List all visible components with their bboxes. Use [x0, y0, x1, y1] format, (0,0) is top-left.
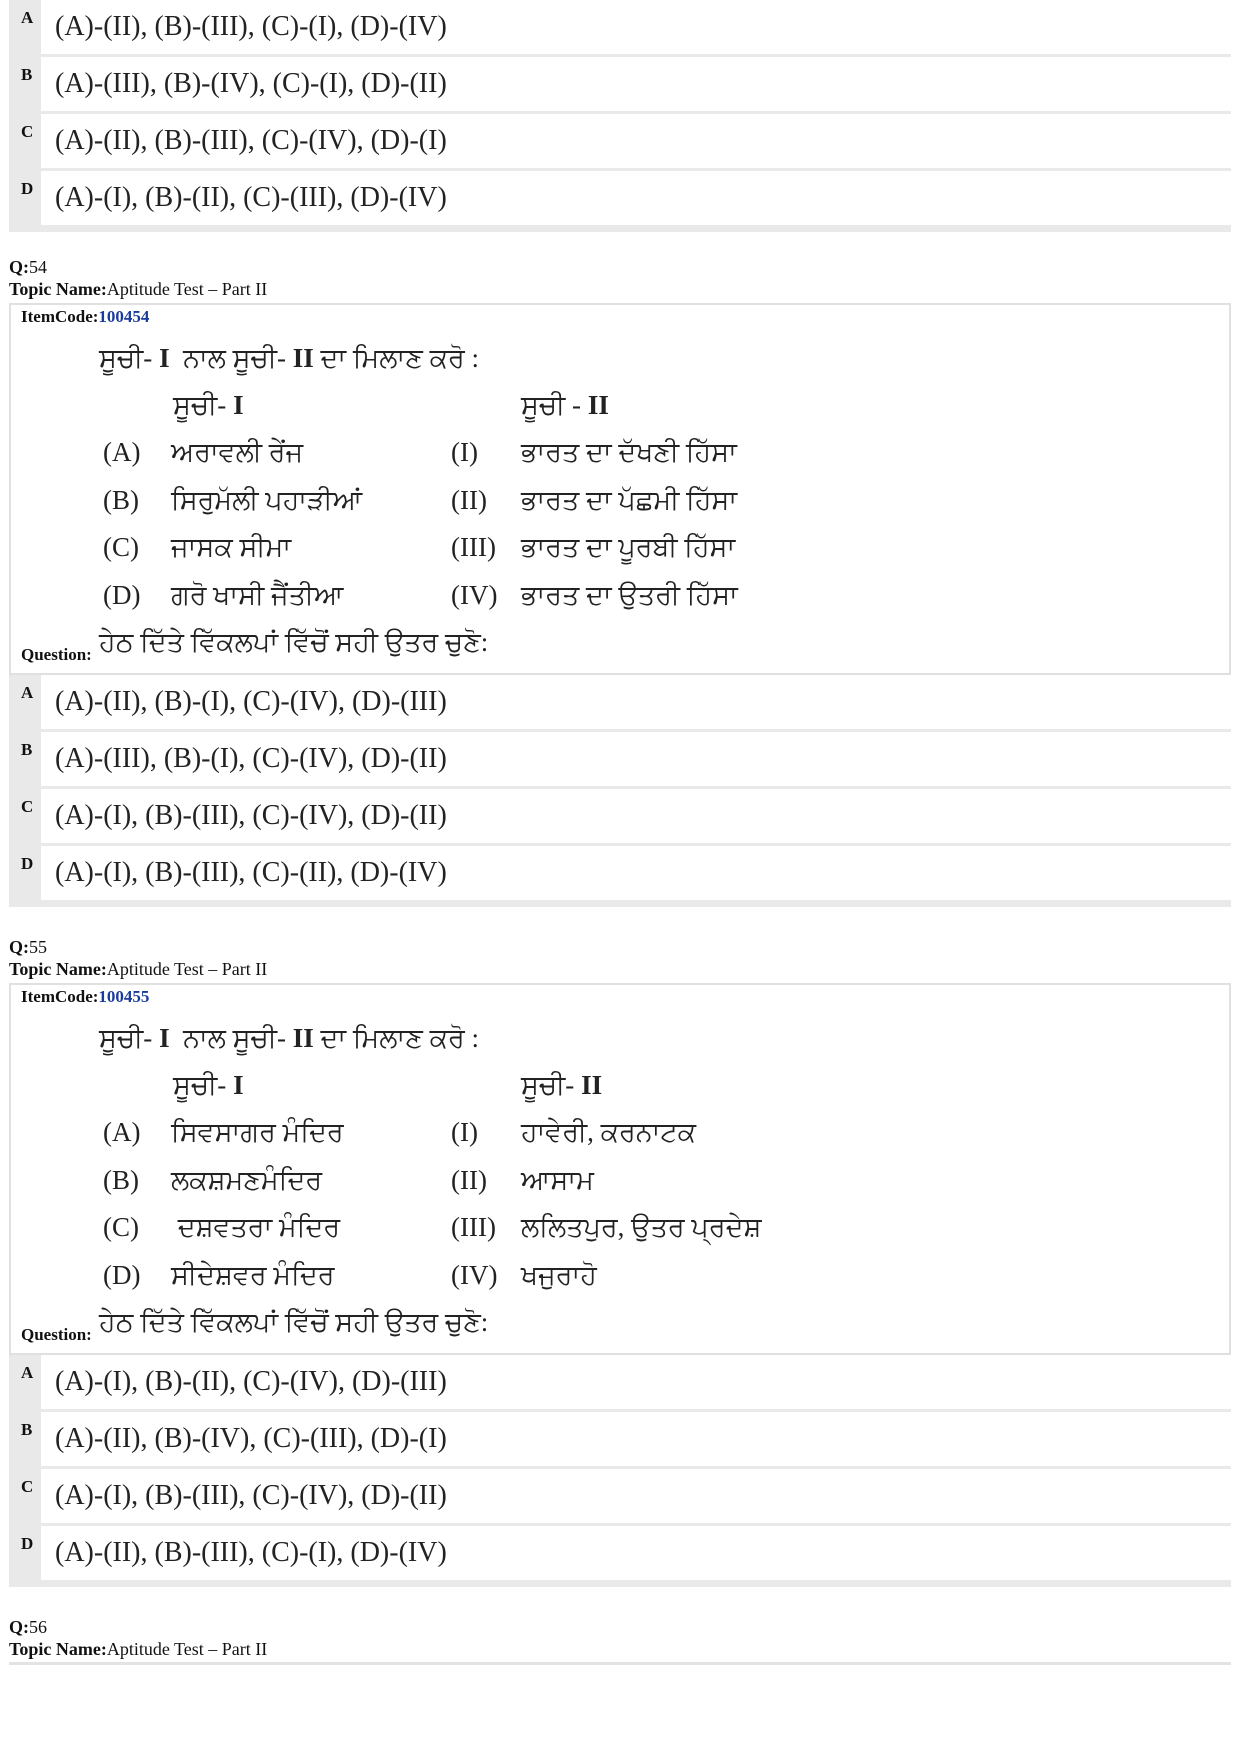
match-pair-left: ਅਰਾਵਲੀ ਰੇਂਜ — [171, 437, 304, 467]
match-pair-key: (A) — [103, 1117, 141, 1147]
question-number — [9, 936, 47, 958]
match-pair-key: (D) — [103, 580, 141, 610]
question-stem — [99, 1023, 479, 1055]
match-pair-right: ਭਾਰਤ ਦਾ ਦੱਖਣੀ ਹਿੱਸਾ — [521, 437, 737, 467]
question-box — [9, 983, 1231, 1355]
q-number-value: 55 — [29, 937, 47, 957]
divider — [9, 1662, 1231, 1665]
stem-part: I — [159, 1023, 170, 1053]
option-letter: D — [21, 179, 34, 198]
option-letter: B — [21, 65, 33, 84]
heading-text: ਸੂਚੀ - — [521, 390, 588, 420]
topic-name — [9, 958, 267, 980]
option-letter: C — [21, 797, 34, 816]
match-pair-right: ਭਾਰਤ ਦਾ ਪੱਛਮੀ ਹਿੱਸਾ — [521, 485, 738, 515]
option-text: (A)-(II), (B)-(I), (C)-(IV), (D)-(III) — [41, 675, 1231, 729]
stem-part: ਸੂਚੀ- — [99, 1023, 160, 1053]
option-letter: C — [21, 1477, 34, 1496]
item-code-label: ItemCode: — [21, 987, 99, 1006]
match-pair-key: (II) — [451, 485, 487, 515]
q-number-value: 56 — [29, 1617, 47, 1637]
heading-numeral: I — [233, 1070, 244, 1100]
question-text: ਹੇਠ ਦਿੱਤੇ ਵਿੱਕਲਪਾਂ ਵਿੱਚੋਂ ਸਹੀ ਉਤਰ ਚੁਣੋ: — [99, 1307, 489, 1337]
option-text: (A)-(I), (B)-(III), (C)-(IV), (D)-(II) — [41, 1469, 1231, 1523]
stem-part: I — [159, 343, 170, 373]
option-row[interactable] — [9, 846, 1231, 900]
topic-value: Aptitude Test – Part II — [106, 1639, 268, 1659]
match-pair-key: (III) — [451, 1212, 496, 1242]
option-row[interactable] — [9, 789, 1231, 843]
match-pair-right: ਭਾਰਤ ਦਾ ਪੂਰਬੀ ਹਿੱਸਾ — [521, 532, 736, 562]
option-row[interactable] — [9, 1412, 1231, 1466]
option-row[interactable] — [9, 0, 1231, 54]
option-text: (A)-(I), (B)-(II), (C)-(IV), (D)-(III) — [41, 1355, 1231, 1409]
option-text: (A)-(III), (B)-(I), (C)-(IV), (D)-(II) — [41, 732, 1231, 786]
option-row[interactable] — [9, 57, 1231, 111]
topic-name — [9, 278, 267, 300]
stem-part: II — [292, 1023, 314, 1053]
topic-label: Topic Name: — [9, 1639, 107, 1659]
match-pair-key: (B) — [103, 1165, 139, 1195]
topic-value: Aptitude Test – Part II — [106, 279, 268, 299]
stem-part: ਸੂਚੀ- — [99, 343, 160, 373]
option-letter: D — [21, 854, 34, 873]
option-row[interactable] — [9, 1526, 1231, 1580]
question-number — [9, 256, 47, 278]
option-row[interactable] — [9, 1469, 1231, 1523]
match-pair-right: ਆਸਾਮ — [521, 1165, 594, 1195]
question-box — [9, 303, 1231, 675]
heading-numeral: II — [587, 390, 609, 420]
option-text: (A)-(I), (B)-(II), (C)-(III), (D)-(IV) — [41, 171, 1231, 225]
heading-numeral: I — [233, 390, 244, 420]
item-code-value: 100455 — [98, 987, 150, 1006]
match-pair-left: ਸਿਰੁਮੱਲੀ ਪਹਾੜੀਆਂ — [171, 485, 363, 515]
match-pair-key: (IV) — [451, 1260, 498, 1290]
match-pair-left: ਲਕਸ਼ਮਣਮੰਦਿਰ — [171, 1165, 323, 1195]
topic-label: Topic Name: — [9, 279, 107, 299]
match-pair-right: ਭਾਰਤ ਦਾ ਉਤਰੀ ਹਿੱਸਾ — [521, 580, 738, 610]
question-label: Question: — [21, 645, 92, 664]
option-letter: B — [21, 1420, 33, 1439]
option-text: (A)-(II), (B)-(III), (C)-(IV), (D)-(I) — [41, 114, 1231, 168]
option-row[interactable] — [9, 114, 1231, 168]
heading-text: ਸੂਚੀ- — [173, 390, 234, 420]
option-letter: D — [21, 1534, 34, 1553]
option-text: (A)-(I), (B)-(III), (C)-(II), (D)-(IV) — [41, 846, 1231, 900]
heading-text: ਸੂਚੀ- — [521, 1070, 582, 1100]
option-row[interactable] — [9, 1355, 1231, 1409]
item-code — [21, 987, 149, 1007]
item-code — [21, 307, 149, 327]
option-letter: A — [21, 683, 34, 702]
match-pair-left: ਦਸ਼ਵਤਰਾ ਮੰਦਿਰ — [171, 1212, 341, 1242]
stem-part: ਦਾ ਮਿਲਾਣ ਕਰੋ : — [313, 1023, 480, 1053]
option-row[interactable] — [9, 675, 1231, 729]
option-letter: A — [21, 1363, 34, 1382]
match-pair-right: ਹਾਵੇਰੀ, ਕਰਨਾਟਕ — [521, 1117, 697, 1147]
option-row[interactable] — [9, 732, 1231, 786]
match-pair-key: (C) — [103, 1212, 139, 1242]
match-pair-left: ਸਿਵਸਾਗਰ ਮੰਦਿਰ — [171, 1117, 344, 1147]
option-letter: C — [21, 122, 34, 141]
list-2-heading — [521, 390, 609, 422]
item-code-value: 100454 — [98, 307, 150, 326]
match-pair-key: (B) — [103, 485, 139, 515]
question-label: Question: — [21, 1325, 92, 1344]
match-pair-left: ਗਰੋ ਖਾਸੀ ਜੈਂਤੀਆ — [171, 580, 344, 610]
option-letter: A — [21, 8, 34, 27]
match-pair-key: (IV) — [451, 580, 498, 610]
option-text: (A)-(II), (B)-(III), (C)-(I), (D)-(IV) — [41, 0, 1231, 54]
option-text: (A)-(II), (B)-(III), (C)-(I), (D)-(IV) — [41, 1526, 1231, 1580]
q-label: Q: — [9, 1617, 29, 1637]
prev-question-options — [9, 0, 1231, 232]
question-stem — [99, 343, 479, 375]
question-text: ਹੇਠ ਦਿੱਤੇ ਵਿੱਕਲਪਾਂ ਵਿੱਚੋਂ ਸਹੀ ਉਤਰ ਚੁਣੋ: — [99, 627, 489, 657]
match-pair-key: (C) — [103, 532, 139, 562]
option-text: (A)-(II), (B)-(IV), (C)-(III), (D)-(I) — [41, 1412, 1231, 1466]
match-pair-key: (D) — [103, 1260, 141, 1290]
q-number-value: 54 — [29, 257, 47, 277]
list-2-heading — [521, 1070, 602, 1102]
heading-text: ਸੂਚੀ- — [173, 1070, 234, 1100]
stem-part: ਨਾਲ ਸੂਚੀ- — [169, 343, 293, 373]
match-pair-key: (II) — [451, 1165, 487, 1195]
stem-part: ਨਾਲ ਸੂਚੀ- — [169, 1023, 293, 1053]
match-pair-key: (III) — [451, 532, 496, 562]
option-text: (A)-(III), (B)-(IV), (C)-(I), (D)-(II) — [41, 57, 1231, 111]
list-1-heading — [173, 390, 244, 422]
stem-part: ਦਾ ਮਿਲਾਣ ਕਰੋ : — [313, 343, 480, 373]
match-pair-left: ਜਾਸਕ ਸੀਮਾ — [171, 532, 292, 562]
item-code-label: ItemCode: — [21, 307, 99, 326]
heading-numeral: II — [581, 1070, 603, 1100]
list-1-heading — [173, 1070, 244, 1102]
q54-options — [9, 675, 1231, 907]
match-pair-left: ਸੀਦੇਸ਼ਵਰ ਮੰਦਿਰ — [171, 1260, 335, 1290]
q-label: Q: — [9, 257, 29, 277]
topic-value: Aptitude Test – Part II — [106, 959, 268, 979]
option-row[interactable] — [9, 171, 1231, 225]
option-letter: B — [21, 740, 33, 759]
match-pair-key: (I) — [451, 437, 478, 467]
stem-part: II — [292, 343, 314, 373]
option-text: (A)-(I), (B)-(III), (C)-(IV), (D)-(II) — [41, 789, 1231, 843]
question-number — [9, 1616, 47, 1638]
q55-options — [9, 1355, 1231, 1587]
match-pair-key: (I) — [451, 1117, 478, 1147]
match-pair-right: ਲਲਿਤਪੁਰ, ਉਤਰ ਪ੍ਰਦੇਸ਼ — [521, 1212, 762, 1242]
match-pair-right: ਖਜੁਰਾਹੋ — [521, 1260, 597, 1290]
topic-name — [9, 1638, 267, 1660]
topic-label: Topic Name: — [9, 959, 107, 979]
match-pair-key: (A) — [103, 437, 141, 467]
q-label: Q: — [9, 937, 29, 957]
